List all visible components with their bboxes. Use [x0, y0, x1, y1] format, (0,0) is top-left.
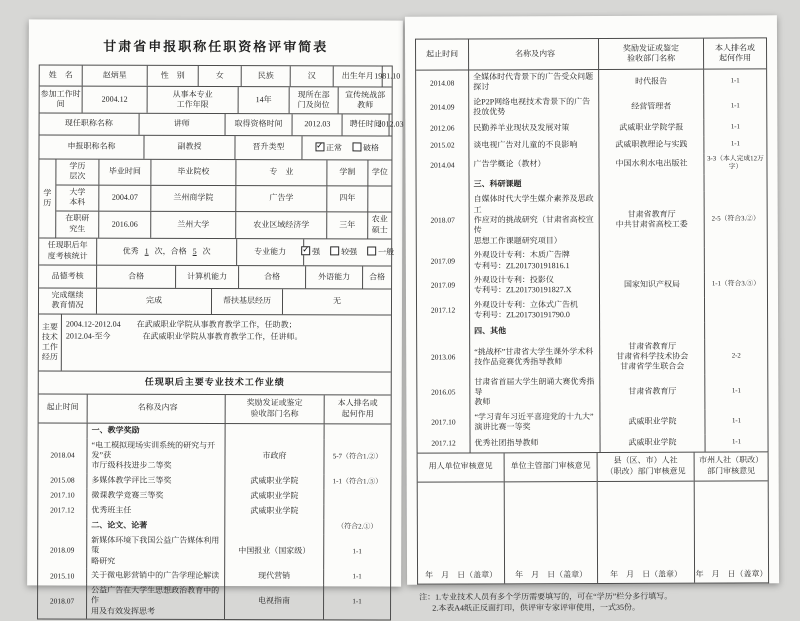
checkbox-normal-icon	[315, 142, 324, 151]
achievement-content: 民勤养羊业现状及发展对策	[469, 120, 599, 137]
achievement-date: 2018.04	[38, 438, 87, 473]
achievement-dept: 中国水利水电出版社	[599, 153, 704, 175]
ability-label: 专业能力	[237, 239, 304, 265]
edu-degree	[368, 186, 391, 211]
achievement-dept: 时代报告	[599, 70, 704, 95]
achievement-dept	[600, 175, 705, 192]
achievement-dept: 甘肃省教育厅 中共甘肃省高校工委	[600, 192, 705, 248]
achievement-content: 外观设计专利：投影仪 专利号：ZL201730191827.X	[470, 273, 600, 298]
achievement-row	[416, 94, 766, 120]
achievement-row	[417, 374, 767, 411]
achievement-dept: 武威职业学院学报	[599, 119, 704, 136]
promo-special-label: 破格	[362, 143, 380, 153]
achievement-dept: 经营管理者	[599, 94, 704, 119]
edu-time: 2004.07	[99, 185, 151, 210]
achievement-date: 2012.06	[416, 120, 469, 137]
birth-value: 1981.10	[374, 71, 401, 81]
achievement-content: 一、教学奖励	[88, 423, 226, 438]
edu-school: 兰州大学	[151, 212, 236, 238]
achievement-rank	[705, 248, 767, 273]
achievement-row	[38, 583, 390, 619]
name-value: 赵炳星	[83, 66, 148, 86]
cont-edu-label: 完成继续 教育情况	[39, 288, 97, 313]
achievement-dept: 武威职业学院	[600, 409, 705, 434]
achievement-rank: 1-1	[352, 597, 362, 606]
join-value: 2004.12	[83, 87, 148, 113]
promo-normal-option	[315, 142, 342, 153]
achievement-row	[417, 322, 767, 340]
education-header-row	[56, 160, 391, 187]
current-title-label: 现任职称名称	[40, 113, 140, 134]
achievement-dept: 现代营销	[225, 569, 324, 584]
current-title-value: 讲师	[139, 114, 225, 135]
experience-line: 2012.04-至今 在武威职业学院从事教育教学工作，任讲师。	[65, 331, 303, 342]
achievement-content: 优秀社团指导教师	[471, 435, 601, 452]
achievement-content: 甘肃省首届大学生朗诵大赛优秀指导 教师	[470, 375, 600, 411]
gender-label: 性 别	[148, 66, 199, 86]
achievement-row	[417, 297, 767, 323]
experience-side-label: 主要技术工作经历	[39, 314, 62, 370]
review-supervisor-body	[505, 482, 597, 568]
col-date-header: 起止时间	[416, 39, 469, 69]
qual-time-label: 取得资格时间	[225, 114, 292, 135]
edu-degree: 农业硕士	[371, 214, 388, 235]
achievement-dept	[600, 248, 705, 273]
col-dept-header: 奖励发证或鉴定 验收部门名称	[599, 39, 704, 69]
achievement-dept: 中国报业（国家级）	[225, 534, 324, 569]
achievement-content: 论P2P网络电视技术背景下的广告投放优势	[469, 95, 599, 120]
row-section-title	[39, 371, 391, 395]
achievement-content: 谈电视广告对儿童的不良影响	[469, 137, 599, 154]
achievement-content: 多媒体教学评比三等奖	[87, 473, 225, 488]
ability-fair-option	[330, 246, 357, 257]
ability-strong-label: 强	[312, 247, 321, 257]
language-label: 外语能力	[306, 266, 363, 288]
achievement-content: 优秀班主任	[87, 503, 225, 518]
review-date-line: 年 月 日（盖章）	[515, 569, 588, 579]
achievement-date: 2018.07	[38, 583, 87, 618]
achievement-content: 二、论文、论著	[87, 518, 225, 533]
achievement-row	[416, 119, 766, 137]
computer-label: 计算机能力	[176, 266, 239, 288]
education-block	[39, 159, 391, 239]
achievement-date: 2014.04	[416, 154, 469, 176]
achievement-row	[38, 473, 390, 489]
edu-time: 2016.06	[99, 211, 151, 237]
achievement-date: 2017.12	[417, 298, 470, 323]
achievement-dept	[600, 322, 705, 339]
footnote-1: 注：1.专业技术人员有多个学历需要填写的，可在“学历”栏分多行填写。	[419, 591, 673, 602]
edu-length-header: 学制	[327, 160, 368, 185]
achievement-date: 2017.09	[417, 273, 470, 298]
achievement-rank: 1-1	[731, 387, 741, 395]
achievement-date	[39, 423, 88, 438]
row-moral	[39, 265, 391, 289]
achievement-content: 自媒体时代大学生媒介素养及思政工 作应对的挑战研究（甘肃省高校宣传 思想工作课题研究项目）	[470, 192, 600, 248]
achievements-section-title: 任现职后主要专业技术工作业绩	[144, 376, 285, 387]
achievement-row	[416, 153, 766, 176]
achievement-date: 2017.09	[417, 249, 470, 274]
achievement-dept: 电视指南	[225, 584, 324, 619]
achievement-row	[417, 272, 767, 298]
hire-time-value: 2012.03	[377, 119, 404, 129]
education-row-master	[56, 211, 391, 238]
achievement-date: 2017.12	[418, 435, 471, 452]
annual-label: 任现职后年 度考核统计	[39, 238, 97, 264]
achievement-content: “挑战杯”甘肃省大学生课外学术科 技作品竞赛优秀指导教师	[470, 339, 600, 375]
moral-label: 品德考核	[39, 265, 97, 287]
edu-major: 农业区域经济学	[236, 212, 327, 238]
achievement-date	[417, 176, 470, 193]
achievement-dept: 武威职业学院	[225, 489, 324, 504]
achievement-rank: 1-1	[730, 140, 740, 148]
review-employer-body	[418, 482, 504, 568]
review-date-line: 年 月 日（盖章）	[425, 570, 498, 580]
achievement-rank	[324, 504, 390, 519]
achievement-date: 2018.07	[417, 193, 470, 249]
col-rank-header: 本人排名或 起何作用	[337, 398, 378, 419]
row-work-start	[40, 86, 392, 114]
achievement-row	[416, 69, 766, 95]
ethnic-label: 民族	[242, 66, 291, 86]
edu-major-header: 专 业	[236, 160, 327, 185]
annual-value	[97, 238, 237, 264]
achievement-date: 2016.05	[417, 375, 470, 410]
achievement-date: 2017.10	[38, 488, 87, 503]
ability-general-option	[367, 247, 394, 258]
achievement-rank: 1-1	[730, 77, 740, 85]
checkbox-fair-icon	[330, 246, 339, 255]
row-apply-title	[39, 135, 391, 160]
achievement-rank	[705, 322, 767, 339]
review-county-header: 县（区、市）人社 （职改）部门审核意见	[598, 452, 694, 481]
achievement-content: 微课教学竞赛三等奖	[87, 488, 225, 503]
cont-edu-value: 完成	[97, 288, 212, 313]
achievement-dept	[226, 424, 325, 439]
education-rows	[56, 160, 391, 239]
edu-time-header: 毕业时间	[99, 160, 151, 185]
review-col-employer	[418, 453, 505, 583]
achievement-date	[417, 323, 470, 340]
join-label: 参加工作时间	[40, 86, 83, 112]
computer-value: 合格	[239, 266, 306, 288]
achievement-dept: 武威职教理论与实践	[599, 136, 704, 153]
promo-type-label: 晋升类型	[235, 136, 302, 159]
review-city-body	[695, 481, 768, 567]
dept-label: 现所在部 门及岗位	[290, 87, 339, 113]
form-page-1	[27, 19, 404, 616]
edu-length: 四年	[327, 186, 368, 211]
achievement-date: 2017.10	[417, 410, 470, 435]
form-table	[37, 64, 404, 620]
achievement-date: 2015.02	[416, 137, 469, 154]
checkbox-strong-icon	[301, 246, 310, 255]
achievement-row	[39, 423, 391, 439]
achievement-content: 外观设计专利：立体式广告机 专利号：ZL201730191790.0	[470, 298, 600, 323]
edu-level: 大学 本科	[56, 185, 99, 210]
achievement-content: 关于微电影营销中的广告学理论解读	[87, 569, 225, 584]
ability-general-label: 一般	[378, 247, 395, 257]
achievement-row	[38, 503, 390, 519]
achievement-date: 2018.09	[38, 533, 87, 568]
achievement-dept	[600, 297, 705, 322]
achievement-date: 2015.08	[38, 473, 87, 488]
years-label: 从事本专业 工作年限	[148, 87, 239, 113]
review-city-header: 市州人社（职改） 部门审核意见	[695, 452, 768, 481]
achievement-rank: 1-1	[731, 417, 742, 425]
edu-school-header: 毕业院校	[151, 160, 236, 185]
dept-value: 宣传统战部 教师	[345, 90, 394, 110]
annual-t1: 优秀	[122, 246, 139, 256]
achievement-date: 2017.12	[38, 503, 87, 518]
review-section	[417, 452, 770, 584]
experience-lines	[62, 314, 391, 371]
achievement-date: 2015.10	[38, 568, 87, 583]
achievement-row	[38, 488, 390, 504]
qual-time-value: 2012.03	[293, 114, 343, 135]
years-value: 14年	[239, 87, 290, 113]
achievements-header-row	[416, 38, 766, 70]
achievement-dept: 国家知识产权局	[600, 273, 705, 298]
education-side-label: 学历	[39, 159, 56, 237]
achievement-row	[38, 568, 390, 584]
apply-title-value: 副教授	[144, 136, 235, 159]
achievement-rank	[705, 175, 767, 192]
achievement-rank: 1-1（符合1.⑤）	[332, 477, 383, 486]
achievements-table-p2	[415, 37, 769, 453]
achievement-dept: 武威职业学院	[225, 474, 324, 489]
achievement-row	[417, 192, 767, 249]
review-supervisor-header: 单位主管部门审核意见	[505, 453, 597, 482]
achievement-rank	[324, 489, 390, 504]
col-content-header: 名称及内容	[469, 39, 599, 69]
promo-special-option	[352, 142, 379, 153]
achievement-rank: （符合2.①）	[337, 522, 378, 531]
edu-length: 三年	[327, 212, 368, 238]
ability-fair-label: 较强	[341, 247, 358, 257]
edu-major: 广告学	[236, 186, 327, 211]
edu-level-header: 学历 层次	[56, 160, 99, 185]
achievement-rank: 2-5（符合3.②）	[711, 215, 760, 223]
edu-school: 兰州商学院	[151, 186, 236, 211]
achievement-row	[417, 339, 767, 376]
col-rank-header: 本人排名或 起何作用	[715, 42, 756, 63]
achievement-rank: 1-1	[352, 572, 362, 581]
support-value: 无	[332, 296, 342, 306]
achievement-rank: 1-1	[730, 123, 740, 131]
achievement-date	[38, 518, 87, 533]
achievement-dept: 武威职业学院	[225, 504, 324, 519]
achievement-date: 2013.06	[417, 340, 470, 375]
achievement-date: 2014.09	[416, 95, 469, 120]
achievements-body-p1	[38, 423, 391, 620]
achievement-rank: 2-2	[731, 352, 741, 360]
row-current-title	[40, 113, 404, 136]
annual-t3: 次	[202, 246, 211, 256]
education-row-bachelor	[56, 185, 391, 212]
achievement-row	[38, 533, 390, 569]
edu-degree-header: 学位	[371, 167, 388, 177]
form-page-2	[405, 15, 779, 613]
review-col-county	[598, 452, 695, 582]
row-annual-review	[39, 238, 395, 266]
ethnic-value: 汉	[291, 66, 334, 86]
achievement-row	[418, 434, 768, 452]
review-county-body	[598, 481, 694, 567]
form-title: 甘肃省申报职称任职资格评审简表	[103, 38, 329, 55]
hire-time-label: 聘任时间	[343, 114, 390, 135]
review-col-city	[695, 452, 768, 582]
achievement-rank: 1-1	[352, 547, 362, 556]
birth-label: 出生年月	[334, 66, 383, 86]
apply-title-label: 申报职称名称	[39, 135, 144, 158]
row-experience	[39, 314, 391, 372]
ability-options	[304, 239, 395, 265]
achievement-rank: 1-1（符合3.⑤）	[711, 280, 761, 288]
row-identity	[40, 65, 401, 87]
language-value: 合格	[369, 272, 386, 282]
achievement-rank: 1-1	[732, 438, 742, 446]
achievement-dept: 武威职业学院	[601, 434, 706, 451]
review-date-line: 年 月 日（盖章）	[610, 569, 683, 579]
col-date-header: 起止时间	[39, 394, 88, 422]
achievement-row	[417, 248, 767, 274]
promo-normal-label: 正常	[325, 143, 343, 153]
moral-value: 合格	[97, 265, 176, 287]
achievements-header-row	[39, 394, 391, 424]
checkbox-special-icon	[352, 142, 361, 151]
achievement-row	[38, 518, 390, 534]
col-dept-header: 奖励发证或鉴定 验收部门名称	[226, 395, 325, 423]
achievement-rank: 5-7（符合1.②）	[332, 451, 383, 461]
achievement-content: “学习青年习近平喜迎党的十九大” 演讲比赛一等奖	[470, 410, 600, 435]
achievement-row	[417, 409, 767, 435]
review-date-line: 年 月 日（盖章）	[695, 568, 768, 579]
achievement-rank: 3-3（本人完成12万字）	[707, 154, 764, 171]
achievement-content: 公益广告在大学生思想政治教育中的作 用及有效发挥思考	[87, 584, 225, 620]
achievement-content: “电工模拟现场实训系统的研究与开发”获 市厅级科技进步二等奖	[87, 438, 225, 474]
name-label: 姓 名	[40, 65, 83, 85]
achievement-content: 新媒体环境下我国公益广告媒体利用策 略研究	[87, 533, 225, 569]
achievement-row	[38, 438, 390, 474]
support-label: 帮扶基层经历	[212, 289, 283, 314]
achievement-row	[417, 175, 767, 193]
achievement-date: 2014.08	[416, 70, 469, 95]
edu-level: 在职研 究生	[56, 211, 99, 237]
achievement-rank	[325, 424, 391, 439]
achievement-dept	[225, 519, 324, 534]
annual-excellent-count: 1	[144, 246, 149, 256]
footnotes	[417, 590, 769, 615]
ability-strong-option	[301, 246, 320, 257]
achievement-rank	[705, 297, 767, 322]
gender-value: 女	[199, 66, 242, 86]
review-employer-header: 用人单位审核意见	[418, 453, 504, 482]
achievement-content: 全媒体时代背景下的广告受众问题探讨	[469, 70, 599, 95]
achievement-content: 广告学概论（教材）	[469, 154, 599, 176]
achievements-body-p2	[416, 69, 767, 452]
achievement-content: 四、其他	[470, 322, 600, 339]
experience-line: 2004.12-2012.04 在武威职业学院从事教育教学工作，任助教；	[65, 319, 297, 329]
footnote-2: 2.本表A4纸正反面打印，供评审专家评审使用，一式35份。	[432, 603, 640, 613]
achievement-dept: 市政府	[225, 439, 324, 474]
achievement-content: 三、科研课题	[470, 175, 600, 192]
col-content-header: 名称及内容	[88, 394, 226, 422]
achievement-row	[416, 136, 766, 154]
checkbox-general-icon	[367, 247, 376, 256]
review-col-supervisor	[505, 453, 598, 583]
annual-pass-count: 5	[192, 246, 197, 256]
achievement-rank: 1-1	[730, 102, 740, 110]
achievement-content: 外观设计专利：木质广告牌 专利号：ZL201730191816.1	[470, 248, 600, 273]
achievement-dept: 甘肃省教育厅 甘肃省科学技术协会 甘肃省学生联合会	[600, 339, 705, 375]
annual-t2: 次，合格	[154, 246, 187, 256]
promo-type-options	[302, 136, 391, 159]
row-continuing-education	[39, 288, 391, 315]
achievement-dept: 甘肃省教育厅	[600, 374, 705, 410]
